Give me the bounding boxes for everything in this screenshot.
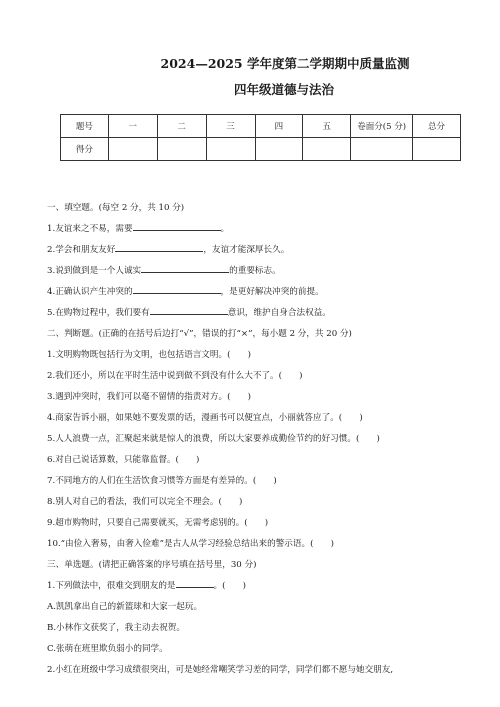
exam-body [47,198,467,681]
choice-option: A.凯凯拿出自己的新篮球和大家一起玩。 [47,602,203,612]
fill-question [47,240,467,261]
answer-blank[interactable] [150,304,228,315]
answer-blank[interactable] [133,283,221,294]
score-cell-neatness: 卷面分(5 分) [351,115,413,138]
answer-blank[interactable] [176,577,214,588]
score-cell-q5: 五 [303,115,351,138]
fill-question [47,282,467,303]
fill-question [47,261,467,282]
question-text: 。( ) [213,581,247,591]
question-text: 的重要标志。 [229,266,281,276]
choice-question: 2.小红在班级中学习成绩很突出，可是她经常嘲笑学习差的同学，同学们都不愿与她交朋友, [47,665,394,675]
question-text: 3.说到做到是一个人诚实 [47,266,142,276]
section-heading: 三、单选题。(请把正确答案的序号填在括号里，30 分) [47,560,257,570]
judge-question: 3.遇到冲突时，我们可以毫不留情的指责对方。( ) [47,392,251,402]
judge-question: 2.我们还小，所以在平时生活中说到做不到没有什么大不了。( ) [47,371,303,381]
judge-question: 10.“由俭入奢易，由奢入俭难”是古人从学习经验总结出来的警示语。( ) [47,539,334,549]
choice-option: C.张萌在班里欺负弱小的同学。 [47,644,168,654]
question-text: 1.友谊来之不易，需要 [47,224,133,234]
score-cell-q3: 三 [206,115,255,138]
answer-blank[interactable] [133,220,221,231]
score-cell-q4: 四 [255,115,303,138]
judge-question: 4.商家告诉小丽，如果她不要发票的话，漫画书可以便宜点，小丽就答应了。( ) [47,413,363,423]
score-input-q5[interactable] [303,138,351,161]
score-cell-q2: 二 [157,115,206,138]
choice-option: B.小林作文获奖了，我主动去祝贺。 [47,623,185,633]
question-text: 5.在购物过程中，我们要有 [47,308,150,318]
question-text: 2.学会和朋友友好 [47,245,116,255]
exam-subject: 四年级道德与法治 [233,82,334,97]
question-text: ，友谊才能深厚长久。 [203,245,290,255]
judge-question: 7.不同地方的人们在生活饮食习惯等方面是有差异的。( ) [47,476,277,486]
question-text: 。 [220,224,230,234]
fill-question [47,303,467,324]
score-cell-label: 题号 [61,115,109,138]
judge-question: 1.文明购物既包括行为文明，也包括语言文明。( ) [47,350,251,360]
answer-blank[interactable] [115,241,203,252]
answer-blank[interactable] [141,262,229,273]
score-input-total[interactable] [413,138,461,161]
question-text: 4.正确认识产生冲突的 [47,287,133,297]
score-input-q2[interactable] [157,138,206,161]
section-heading: 一、填空题。(每空 2 分，共 10 分) [47,203,185,213]
judge-question: 5.人人浪费一点，汇聚起来就是惊人的浪费，所以大家要养成勤俭节约的好习惯。( ) [47,434,380,444]
judge-question: 8.别人对自己的看法，我们可以完全不理会。( ) [47,497,243,507]
score-table-header-row [61,115,461,138]
score-cell-q1: 一 [108,115,157,138]
fill-question [47,219,467,240]
score-row-label: 得分 [61,138,109,161]
score-cell-total: 总分 [413,115,461,138]
score-input-q3[interactable] [206,138,255,161]
question-text: 意识，维护自身合法权益。 [227,308,331,318]
score-input-q1[interactable] [108,138,157,161]
question-text: 1.下列做法中，很难交到朋友的是 [47,581,176,591]
choice-question [47,576,467,597]
score-table [60,114,461,161]
exam-title: 2024—2025 学年度第二学期期中质量监测 [160,56,410,71]
question-text: ，是更好解决冲突的前提。 [220,287,324,297]
score-table-score-row [61,138,461,161]
judge-question: 9.超市购物时，只要自己需要就买，无需考虑别的。( ) [47,518,269,528]
judge-question: 6.对自己说话算数，只能靠监督。( ) [47,455,200,465]
section-heading: 二、判断题。(正确的在括号后边打“√”，错误的打“×”，每小题 2 分，共 20 分) [47,329,352,339]
score-input-neatness[interactable] [351,138,413,161]
score-input-q4[interactable] [255,138,303,161]
